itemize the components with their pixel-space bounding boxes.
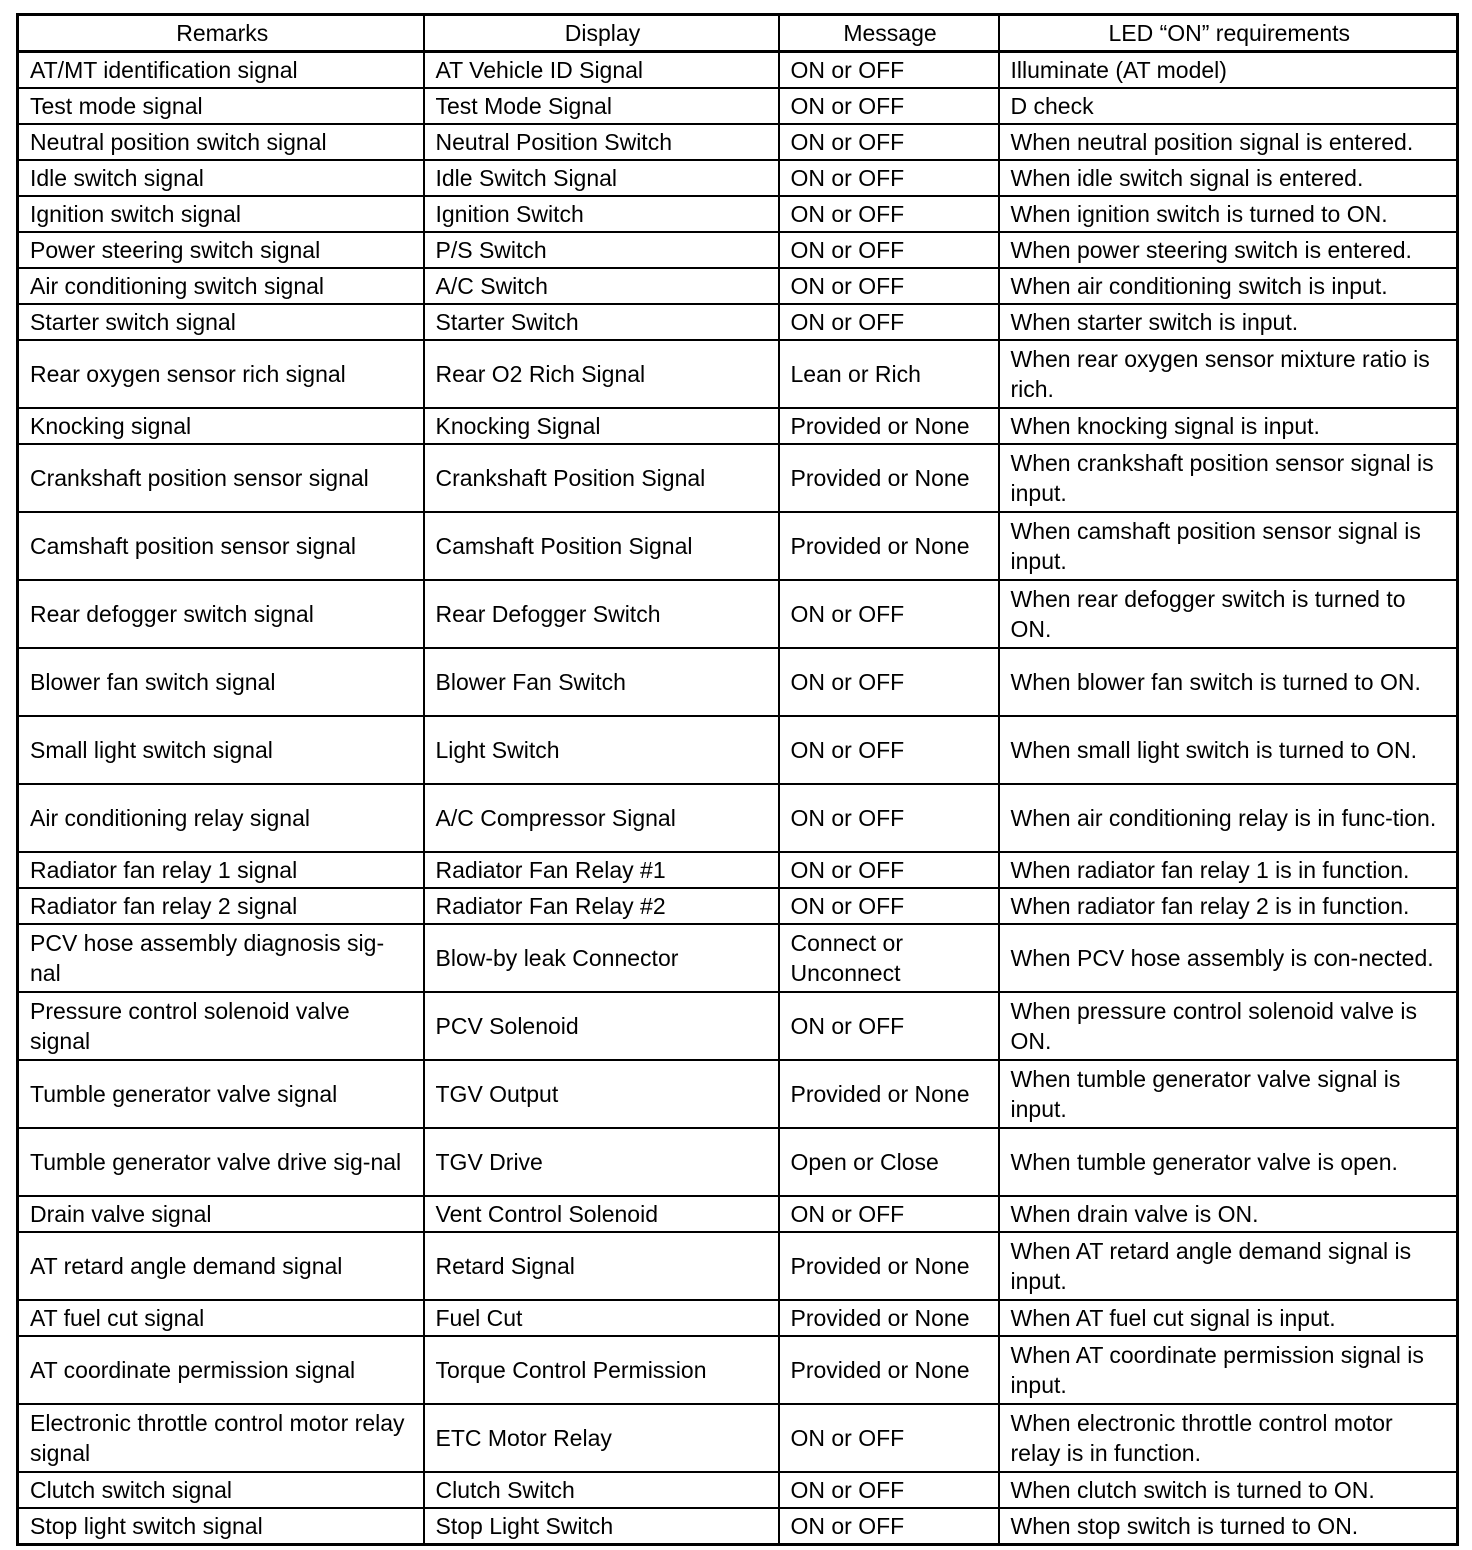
- cell-message: ON or OFF: [779, 88, 999, 124]
- cell-led: When rear oxygen sensor mixture ratio is rich.: [999, 340, 1458, 408]
- table-row: [18, 124, 1458, 160]
- table-row: [18, 1404, 1458, 1472]
- cell-message: ON or OFF: [779, 268, 999, 304]
- cell-display: TGV Output: [424, 1060, 779, 1128]
- cell-display: Idle Switch Signal: [424, 160, 779, 196]
- cell-message: Provided or None: [779, 408, 999, 444]
- cell-led: When knocking signal is input.: [999, 408, 1458, 444]
- cell-remarks: Neutral position switch signal: [18, 124, 424, 160]
- cell-message: ON or OFF: [779, 160, 999, 196]
- signal-table: [16, 13, 1459, 1546]
- cell-remarks: Ignition switch signal: [18, 196, 424, 232]
- cell-led: When tumble generator valve is open.: [999, 1128, 1458, 1196]
- cell-led: When blower fan switch is turned to ON.: [999, 648, 1458, 716]
- cell-led: When starter switch is input.: [999, 304, 1458, 340]
- cell-message: ON or OFF: [779, 1196, 999, 1232]
- cell-remarks: AT/MT identification signal: [18, 52, 424, 89]
- cell-message: Provided or None: [779, 512, 999, 580]
- cell-message: ON or OFF: [779, 716, 999, 784]
- table-row: [18, 1060, 1458, 1128]
- cell-led: When idle switch signal is entered.: [999, 160, 1458, 196]
- cell-display: Torque Control Permission: [424, 1336, 779, 1404]
- cell-led: When radiator fan relay 1 is in function.: [999, 852, 1458, 888]
- cell-led: When stop switch is turned to ON.: [999, 1508, 1458, 1545]
- cell-display: Test Mode Signal: [424, 88, 779, 124]
- table-row: [18, 992, 1458, 1060]
- cell-display: Blower Fan Switch: [424, 648, 779, 716]
- cell-remarks: AT retard angle demand signal: [18, 1232, 424, 1300]
- cell-message: Provided or None: [779, 1336, 999, 1404]
- cell-message: ON or OFF: [779, 304, 999, 340]
- cell-message: Provided or None: [779, 444, 999, 512]
- cell-remarks: Small light switch signal: [18, 716, 424, 784]
- cell-message: ON or OFF: [779, 648, 999, 716]
- cell-remarks: Blower fan switch signal: [18, 648, 424, 716]
- table-row: [18, 232, 1458, 268]
- cell-led: When air conditioning relay is in func-tion.: [999, 784, 1458, 852]
- cell-message: ON or OFF: [779, 1472, 999, 1508]
- table-row: [18, 160, 1458, 196]
- cell-remarks: Air conditioning switch signal: [18, 268, 424, 304]
- cell-led: When small light switch is turned to ON.: [999, 716, 1458, 784]
- cell-led: Illuminate (AT model): [999, 52, 1458, 89]
- cell-led: When crankshaft position sensor signal is input.: [999, 444, 1458, 512]
- cell-message: Provided or None: [779, 1060, 999, 1128]
- table-row: [18, 1508, 1458, 1545]
- cell-remarks: Drain valve signal: [18, 1196, 424, 1232]
- cell-remarks: Tumble generator valve signal: [18, 1060, 424, 1128]
- cell-display: Clutch Switch: [424, 1472, 779, 1508]
- table-row: [18, 408, 1458, 444]
- cell-message: Provided or None: [779, 1300, 999, 1336]
- cell-display: Light Switch: [424, 716, 779, 784]
- cell-led: When electronic throttle control motor relay is in function.: [999, 1404, 1458, 1472]
- table-row: [18, 268, 1458, 304]
- cell-display: ETC Motor Relay: [424, 1404, 779, 1472]
- cell-led: When AT retard angle demand signal is input.: [999, 1232, 1458, 1300]
- cell-message: Connect or Unconnect: [779, 924, 999, 992]
- cell-display: Vent Control Solenoid: [424, 1196, 779, 1232]
- cell-remarks: AT fuel cut signal: [18, 1300, 424, 1336]
- cell-led: When power steering switch is entered.: [999, 232, 1458, 268]
- cell-led: When ignition switch is turned to ON.: [999, 196, 1458, 232]
- cell-display: Crankshaft Position Signal: [424, 444, 779, 512]
- cell-led: When AT coordinate permission signal is input.: [999, 1336, 1458, 1404]
- cell-message: ON or OFF: [779, 888, 999, 924]
- cell-led: When rear defogger switch is turned to ON.: [999, 580, 1458, 648]
- cell-remarks: Power steering switch signal: [18, 232, 424, 268]
- cell-remarks: Radiator fan relay 1 signal: [18, 852, 424, 888]
- cell-display: Radiator Fan Relay #1: [424, 852, 779, 888]
- cell-display: Camshaft Position Signal: [424, 512, 779, 580]
- cell-remarks: AT coordinate permission signal: [18, 1336, 424, 1404]
- cell-led: When neutral position signal is entered.: [999, 124, 1458, 160]
- cell-remarks: Clutch switch signal: [18, 1472, 424, 1508]
- table-row: [18, 1128, 1458, 1196]
- cell-display: Starter Switch: [424, 304, 779, 340]
- table-row: [18, 1196, 1458, 1232]
- cell-message: ON or OFF: [779, 196, 999, 232]
- signal-table-container: [16, 13, 1456, 1546]
- table-row: [18, 716, 1458, 784]
- cell-display: AT Vehicle ID Signal: [424, 52, 779, 89]
- cell-remarks: Pressure control solenoid valve signal: [18, 992, 424, 1060]
- table-row: [18, 1232, 1458, 1300]
- cell-display: Blow-by leak Connector: [424, 924, 779, 992]
- cell-remarks: Camshaft position sensor signal: [18, 512, 424, 580]
- cell-message: Lean or Rich: [779, 340, 999, 408]
- cell-message: ON or OFF: [779, 52, 999, 89]
- cell-led: When clutch switch is turned to ON.: [999, 1472, 1458, 1508]
- cell-led: When radiator fan relay 2 is in function.: [999, 888, 1458, 924]
- table-row: [18, 888, 1458, 924]
- cell-remarks: Radiator fan relay 2 signal: [18, 888, 424, 924]
- cell-remarks: Crankshaft position sensor signal: [18, 444, 424, 512]
- cell-display: PCV Solenoid: [424, 992, 779, 1060]
- cell-display: Knocking Signal: [424, 408, 779, 444]
- cell-led: D check: [999, 88, 1458, 124]
- cell-message: ON or OFF: [779, 232, 999, 268]
- cell-message: ON or OFF: [779, 992, 999, 1060]
- table-row: [18, 784, 1458, 852]
- table-row: [18, 648, 1458, 716]
- cell-remarks: PCV hose assembly diagnosis sig-nal: [18, 924, 424, 992]
- cell-message: ON or OFF: [779, 784, 999, 852]
- cell-remarks: Air conditioning relay signal: [18, 784, 424, 852]
- cell-display: Rear Defogger Switch: [424, 580, 779, 648]
- cell-led: When AT fuel cut signal is input.: [999, 1300, 1458, 1336]
- table-row: [18, 444, 1458, 512]
- cell-display: Radiator Fan Relay #2: [424, 888, 779, 924]
- table-row: [18, 304, 1458, 340]
- table-row: [18, 52, 1458, 89]
- header-display: Display: [424, 15, 779, 52]
- table-header-row: [18, 15, 1458, 52]
- cell-display: P/S Switch: [424, 232, 779, 268]
- cell-message: ON or OFF: [779, 852, 999, 888]
- cell-message: ON or OFF: [779, 1508, 999, 1545]
- cell-message: ON or OFF: [779, 124, 999, 160]
- cell-display: A/C Switch: [424, 268, 779, 304]
- cell-led: When air conditioning switch is input.: [999, 268, 1458, 304]
- cell-message: ON or OFF: [779, 580, 999, 648]
- cell-remarks: Knocking signal: [18, 408, 424, 444]
- cell-display: A/C Compressor Signal: [424, 784, 779, 852]
- cell-led: When drain valve is ON.: [999, 1196, 1458, 1232]
- cell-message: Open or Close: [779, 1128, 999, 1196]
- cell-display: TGV Drive: [424, 1128, 779, 1196]
- table-row: [18, 1300, 1458, 1336]
- table-row: [18, 196, 1458, 232]
- table-row: [18, 852, 1458, 888]
- cell-display: Stop Light Switch: [424, 1508, 779, 1545]
- cell-message: Provided or None: [779, 1232, 999, 1300]
- cell-led: When camshaft position sensor signal is input.: [999, 512, 1458, 580]
- cell-led: When pressure control solenoid valve is ON.: [999, 992, 1458, 1060]
- cell-remarks: Rear oxygen sensor rich signal: [18, 340, 424, 408]
- header-led-requirements: LED “ON” requirements: [999, 15, 1458, 52]
- cell-remarks: Test mode signal: [18, 88, 424, 124]
- table-row: [18, 1336, 1458, 1404]
- cell-remarks: Tumble generator valve drive sig-nal: [18, 1128, 424, 1196]
- cell-display: Retard Signal: [424, 1232, 779, 1300]
- cell-remarks: Rear defogger switch signal: [18, 580, 424, 648]
- cell-remarks: Stop light switch signal: [18, 1508, 424, 1545]
- cell-remarks: Electronic throttle control motor relay signal: [18, 1404, 424, 1472]
- table-row: [18, 512, 1458, 580]
- table-row: [18, 88, 1458, 124]
- table-row: [18, 924, 1458, 992]
- cell-display: Rear O2 Rich Signal: [424, 340, 779, 408]
- cell-led: When tumble generator valve signal is input.: [999, 1060, 1458, 1128]
- header-message: Message: [779, 15, 999, 52]
- table-row: [18, 580, 1458, 648]
- cell-remarks: Idle switch signal: [18, 160, 424, 196]
- cell-message: ON or OFF: [779, 1404, 999, 1472]
- cell-display: Neutral Position Switch: [424, 124, 779, 160]
- header-remarks: Remarks: [18, 15, 424, 52]
- cell-led: When PCV hose assembly is con-nected.: [999, 924, 1458, 992]
- cell-remarks: Starter switch signal: [18, 304, 424, 340]
- cell-display: Ignition Switch: [424, 196, 779, 232]
- cell-display: Fuel Cut: [424, 1300, 779, 1336]
- table-row: [18, 1472, 1458, 1508]
- table-row: [18, 340, 1458, 408]
